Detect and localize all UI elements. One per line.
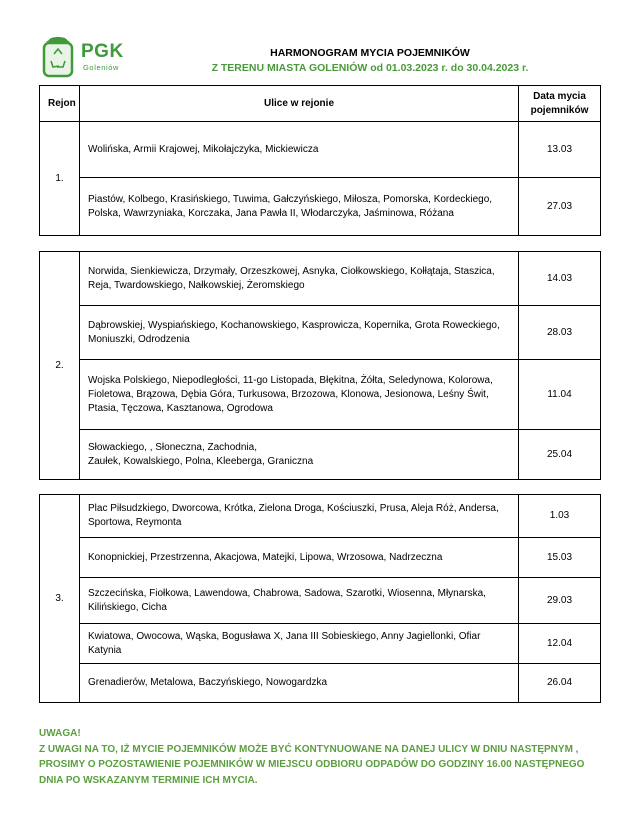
column-header-data: Data mycia pojemników xyxy=(519,86,601,122)
streets-cell: Wolińska, Armii Krajowej, Mikołajczyka, Mickiewicza xyxy=(80,122,519,178)
table-row xyxy=(40,495,601,538)
logo-brand: PGK xyxy=(81,41,124,62)
warning-line: PROSIMY O POZOSTAWIENIE POJEMNIKÓW W MIEJSCU ODBIORU ODPADÓW DO GODZINY 16.00 NASTĘPNEGO xyxy=(39,759,585,770)
table-row xyxy=(40,178,601,236)
table-row xyxy=(40,430,601,480)
column-header-rejon: Rejon xyxy=(40,86,80,122)
date-cell: 28.03 xyxy=(519,306,601,360)
schedule-table-region-2 xyxy=(39,251,601,480)
column-header-ulice: Ulice w rejonie xyxy=(80,86,519,122)
table-row xyxy=(40,306,601,360)
date-cell: 26.04 xyxy=(519,664,601,703)
warning-notice xyxy=(39,726,609,788)
pgk-logo xyxy=(40,34,150,80)
table-row xyxy=(40,578,601,624)
streets-cell: Kwiatowa, Owocowa, Wąska, Bogusława X, Jana III Sobieskiego, Anny Jagiellonki, Ofiar Katynia xyxy=(80,624,519,664)
warning-title: UWAGA! xyxy=(39,728,81,739)
streets-cell: Plac Piłsudzkiego, Dworcowa, Krótka, Zielona Droga, Kościuszki, Prusa, Aleja Róż, Andersa, Sportowa, Reymonta xyxy=(80,495,519,538)
schedule-table-region-3 xyxy=(39,494,601,703)
region-label: 3. xyxy=(40,495,80,703)
document-title: HARMONOGRAM MYCIA POJEMNIKÓW xyxy=(270,47,470,59)
table-row xyxy=(40,538,601,578)
date-cell: 13.03 xyxy=(519,122,601,178)
region-label: 2. xyxy=(40,252,80,480)
streets-cell: Wojska Polskiego, Niepodległości, 11-go Listopada, Błękitna, Żółta, Seledynowa, Kolorowa, Fioletowa, Brązowa, Dębia Góra, Turkusowa, Brzozowa, Klonowa, Jesionowa, Leśny Świt, Ptasia, Tęczowa, Kasztanowa, Ogrodowa xyxy=(80,360,519,430)
streets-cell: Szczecińska, Fiołkowa, Lawendowa, Chabrowa, Sadowa, Szarotki, Wiosenna, Młynarska, Kilińskiego, Cicha xyxy=(80,578,519,624)
date-cell: 29.03 xyxy=(519,578,601,624)
streets-cell: Dąbrowskiej, Wyspiańskiego, Kochanowskiego, Kasprowicza, Kopernika, Grota Roweckiego, Moniuszki, Odrodzenia xyxy=(80,306,519,360)
streets-cell: Konopnickiej, Przestrzenna, Akacjowa, Matejki, Lipowa, Wrzosowa, Nadrzeczna xyxy=(80,538,519,578)
date-cell: 14.03 xyxy=(519,252,601,306)
streets-cell: Grenadierów, Metalowa, Baczyńskiego, Nowogardzka xyxy=(80,664,519,703)
date-cell: 25.04 xyxy=(519,430,601,480)
recycle-bin-icon xyxy=(40,34,76,78)
logo-city: Goleniów xyxy=(83,63,120,72)
table-row xyxy=(40,122,601,178)
date-cell: 12.04 xyxy=(519,624,601,664)
table-row xyxy=(40,624,601,664)
streets-cell: Piastów, Kolbego, Krasińskiego, Tuwima, Gałczyńskiego, Miłosza, Pomorska, Kordeckiego, Polska, Wawrzyniaka, Korczaka, Jana Pawła II, Włodarczyka, Jaśminowa, Różana xyxy=(80,178,519,236)
streets-cell: Norwida, Sienkiewicza, Drzymały, Orzeszkowej, Asnyka, Ciołkowskiego, Kołłątaja, Staszica, Reja, Twardowskiego, Nałkowskiej, Żeromskiego xyxy=(80,252,519,306)
table-row xyxy=(40,252,601,306)
table-row xyxy=(40,664,601,703)
region-label: 1. xyxy=(40,122,80,236)
warning-line: Z UWAGI NA TO, IŻ MYCIE POJEMNIKÓW MOŻE BYĆ KONTYNUOWANE NA DANEJ ULICY W DNIU NASTĘPNYM , xyxy=(39,743,579,755)
date-cell: 11.04 xyxy=(519,360,601,430)
streets-cell: Słowackiego, , Słoneczna, Zachodnia, Zaułek, Kowalskiego, Polna, Kleeberga, Graniczna xyxy=(80,430,519,480)
schedule-table-region-1 xyxy=(39,85,601,236)
date-cell: 27.03 xyxy=(519,178,601,236)
table-row xyxy=(40,360,601,430)
date-cell: 1.03 xyxy=(519,495,601,538)
document-subtitle: Z TERENU MIASTA GOLENIÓW od 01.03.2023 r. do 30.04.2023 r. xyxy=(211,62,529,74)
warning-line: DNIA PO WSKAZANYM TERMINIE ICH MYCIA. xyxy=(39,774,258,786)
date-cell: 15.03 xyxy=(519,538,601,578)
